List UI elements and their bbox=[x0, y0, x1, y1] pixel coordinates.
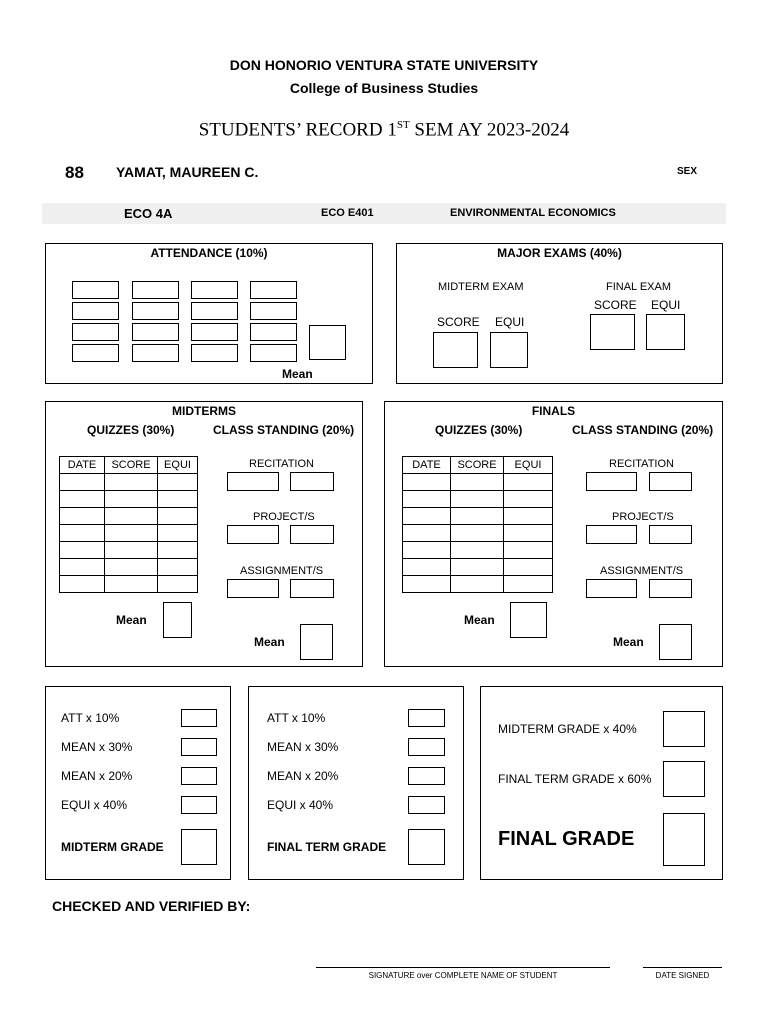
finals-projects-box-2[interactable] bbox=[649, 525, 692, 544]
finals-class-standing-label: CLASS STANDING (20%) bbox=[572, 423, 714, 437]
final-equi-label: EQUI bbox=[651, 298, 681, 312]
college-name: College of Business Studies bbox=[289, 80, 479, 96]
table-header-row bbox=[60, 457, 198, 474]
finals-assignments-box-2[interactable] bbox=[649, 579, 692, 598]
finals-projects-box-1[interactable] bbox=[586, 525, 637, 544]
finals-cs-mean-box[interactable] bbox=[659, 624, 692, 660]
attendance-cell[interactable] bbox=[72, 323, 119, 341]
column-header-equi: EQUI bbox=[158, 457, 198, 474]
midterm-equi-weight-box[interactable] bbox=[181, 796, 217, 814]
table-cell[interactable] bbox=[60, 559, 105, 576]
checked-verified-label: CHECKED AND VERIFIED BY: bbox=[52, 898, 251, 914]
midterms-title: MIDTERMS bbox=[172, 404, 236, 418]
table-cell[interactable] bbox=[504, 525, 553, 542]
final-equi-weight-label: EQUI x 40% bbox=[267, 798, 334, 812]
final-att-label: ATT x 10% bbox=[267, 711, 326, 725]
table-cell[interactable] bbox=[403, 474, 451, 491]
final-grade-box[interactable] bbox=[663, 813, 705, 866]
final-weight-box[interactable] bbox=[663, 761, 705, 797]
date-signed-label: DATE SIGNED bbox=[655, 971, 710, 980]
midterm-att-label: ATT x 10% bbox=[61, 711, 120, 725]
attendance-cell[interactable] bbox=[132, 302, 179, 320]
midterm-quiz-mean-weight-box[interactable] bbox=[181, 738, 217, 756]
midterms-recitation-label: RECITATION bbox=[249, 458, 314, 470]
table-cell[interactable] bbox=[451, 576, 504, 593]
table-cell[interactable] bbox=[105, 559, 158, 576]
column-header-date: DATE bbox=[403, 457, 451, 474]
midterms-class-standing-label: CLASS STANDING (20%) bbox=[213, 423, 355, 437]
attendance-cell[interactable] bbox=[132, 281, 179, 299]
table-cell[interactable] bbox=[60, 491, 105, 508]
midterm-exam-label: MIDTERM EXAM bbox=[438, 281, 524, 293]
attendance-cell[interactable] bbox=[191, 344, 238, 362]
table-row bbox=[403, 508, 553, 525]
midterm-weight-label: MIDTERM GRADE x 40% bbox=[498, 722, 637, 736]
table-cell[interactable] bbox=[403, 508, 451, 525]
student-name: YAMAT, MAUREEN C. bbox=[116, 164, 259, 180]
table-row bbox=[60, 474, 198, 491]
midterms-projects-box-1[interactable] bbox=[227, 525, 279, 544]
table-cell[interactable] bbox=[504, 559, 553, 576]
finals-quiz-mean-label: Mean bbox=[464, 613, 495, 627]
final-cs-mean-weight-label: MEAN x 20% bbox=[267, 769, 339, 783]
midterm-equi-box[interactable] bbox=[490, 332, 528, 368]
midterms-quiz-mean-box[interactable] bbox=[163, 602, 192, 638]
final-term-grade-box[interactable] bbox=[408, 829, 445, 865]
table-cell[interactable] bbox=[60, 542, 105, 559]
final-score-box[interactable] bbox=[590, 314, 635, 350]
table-cell[interactable] bbox=[451, 525, 504, 542]
attendance-cell[interactable] bbox=[250, 323, 297, 341]
table-row bbox=[60, 525, 198, 542]
major-exams-title: MAJOR EXAMS (40%) bbox=[497, 246, 622, 260]
midterms-cs-mean-box[interactable] bbox=[300, 624, 333, 660]
table-cell[interactable] bbox=[105, 576, 158, 593]
final-equi-weight-box[interactable] bbox=[408, 796, 445, 814]
column-header-date: DATE bbox=[60, 457, 105, 474]
attendance-mean-box[interactable] bbox=[309, 325, 346, 360]
course-section: ECO 4A bbox=[124, 206, 173, 221]
finals-assignments-label: ASSIGNMENT/S bbox=[600, 565, 684, 577]
table-cell[interactable] bbox=[105, 491, 158, 508]
midterm-att-box[interactable] bbox=[181, 709, 217, 727]
attendance-cell[interactable] bbox=[250, 344, 297, 362]
midterms-assignments-box-2[interactable] bbox=[290, 579, 334, 598]
table-row bbox=[60, 576, 198, 593]
attendance-cell[interactable] bbox=[191, 323, 238, 341]
record-title bbox=[0, 119, 768, 141]
student-number: 88 bbox=[65, 163, 84, 182]
table-row bbox=[403, 491, 553, 508]
table-row bbox=[60, 542, 198, 559]
finals-recitation-label: RECITATION bbox=[609, 458, 674, 470]
table-cell[interactable] bbox=[60, 525, 105, 542]
attendance-cell[interactable] bbox=[132, 344, 179, 362]
table-cell[interactable] bbox=[504, 474, 553, 491]
midterm-quiz-mean-weight-label: MEAN x 30% bbox=[61, 740, 133, 754]
midterms-assignments-label: ASSIGNMENT/S bbox=[240, 565, 324, 577]
table-cell[interactable] bbox=[403, 491, 451, 508]
table-cell[interactable] bbox=[60, 508, 105, 525]
midterm-grade-box[interactable] bbox=[181, 829, 217, 865]
final-score-label: SCORE bbox=[594, 298, 637, 312]
table-row bbox=[60, 559, 198, 576]
table-row bbox=[60, 491, 198, 508]
attendance-cell[interactable] bbox=[72, 281, 119, 299]
table-row bbox=[403, 542, 553, 559]
table-row bbox=[403, 474, 553, 491]
course-title: ENVIRONMENTAL ECONOMICS bbox=[450, 207, 616, 219]
table-cell[interactable] bbox=[403, 525, 451, 542]
university-name: DON HONORIO VENTURA STATE UNIVERSITY bbox=[229, 57, 539, 73]
final-grade-label: FINAL GRADE bbox=[498, 828, 635, 850]
midterm-cs-mean-weight-box[interactable] bbox=[181, 767, 217, 785]
record-title-sup: ST bbox=[396, 119, 410, 131]
attendance-cell[interactable] bbox=[132, 323, 179, 341]
table-cell[interactable] bbox=[60, 474, 105, 491]
midterms-projects-label: PROJECT/S bbox=[253, 511, 315, 523]
midterms-quiz-table bbox=[59, 456, 198, 593]
finals-recitation-box-1[interactable] bbox=[586, 472, 637, 491]
attendance-cell[interactable] bbox=[250, 281, 297, 299]
table-cell[interactable] bbox=[158, 525, 198, 542]
finals-quizzes-label: QUIZZES (30%) bbox=[435, 423, 523, 437]
midterm-weight-box[interactable] bbox=[663, 711, 705, 747]
table-cell[interactable] bbox=[158, 542, 198, 559]
finals-title: FINALS bbox=[531, 404, 576, 418]
table-row bbox=[403, 576, 553, 593]
column-header-score: SCORE bbox=[105, 457, 158, 474]
attendance-cell[interactable] bbox=[191, 302, 238, 320]
table-cell[interactable] bbox=[158, 491, 198, 508]
date-signed-line bbox=[643, 967, 722, 968]
column-header-equi: EQUI bbox=[504, 457, 553, 474]
table-cell[interactable] bbox=[403, 559, 451, 576]
table-row bbox=[403, 559, 553, 576]
final-quiz-mean-weight-box[interactable] bbox=[408, 738, 445, 756]
table-cell[interactable] bbox=[60, 576, 105, 593]
table-cell[interactable] bbox=[451, 542, 504, 559]
midterms-cs-mean-label: Mean bbox=[254, 635, 285, 649]
finals-recitation-box-2[interactable] bbox=[649, 472, 692, 491]
attendance-cell[interactable] bbox=[250, 302, 297, 320]
record-title-main: STUDENTS’ RECORD 1 bbox=[198, 119, 397, 141]
table-cell[interactable] bbox=[451, 559, 504, 576]
table-cell[interactable] bbox=[105, 542, 158, 559]
attendance-mean-label: Mean bbox=[282, 367, 313, 381]
attendance-cell[interactable] bbox=[191, 281, 238, 299]
table-cell[interactable] bbox=[403, 576, 451, 593]
table-cell[interactable] bbox=[451, 491, 504, 508]
finals-quiz-table bbox=[402, 456, 553, 593]
midterm-score-label: SCORE bbox=[437, 315, 480, 329]
table-cell[interactable] bbox=[504, 576, 553, 593]
final-quiz-mean-weight-label: MEAN x 30% bbox=[267, 740, 339, 754]
final-exam-label: FINAL EXAM bbox=[606, 281, 671, 293]
table-cell[interactable] bbox=[403, 542, 451, 559]
table-cell[interactable] bbox=[451, 474, 504, 491]
signature-line bbox=[316, 967, 610, 968]
midterm-score-box[interactable] bbox=[433, 332, 478, 368]
finals-quiz-mean-box[interactable] bbox=[510, 602, 547, 638]
midterms-recitation-box-1[interactable] bbox=[227, 472, 279, 491]
attendance-cell[interactable] bbox=[72, 302, 119, 320]
midterms-quiz-mean-label: Mean bbox=[116, 613, 147, 627]
midterms-recitation-box-2[interactable] bbox=[290, 472, 334, 491]
midterms-assignments-box-1[interactable] bbox=[227, 579, 279, 598]
table-cell[interactable] bbox=[158, 559, 198, 576]
midterm-equi-label: EQUI bbox=[495, 315, 525, 329]
final-cs-mean-weight-box[interactable] bbox=[408, 767, 445, 785]
table-cell[interactable] bbox=[451, 508, 504, 525]
attendance-cell[interactable] bbox=[72, 344, 119, 362]
table-cell[interactable] bbox=[158, 576, 198, 593]
table-cell[interactable] bbox=[504, 508, 553, 525]
finals-cs-mean-label: Mean bbox=[613, 635, 644, 649]
table-cell[interactable] bbox=[105, 525, 158, 542]
attendance-title: ATTENDANCE (10%) bbox=[150, 246, 268, 260]
table-row bbox=[60, 508, 198, 525]
record-title-rest: SEM AY 2023-2024 bbox=[409, 119, 570, 141]
table-header-row bbox=[403, 457, 553, 474]
table-cell[interactable] bbox=[158, 508, 198, 525]
final-att-box[interactable] bbox=[408, 709, 445, 727]
table-cell[interactable] bbox=[105, 474, 158, 491]
midterm-equi-weight-label: EQUI x 40% bbox=[61, 798, 128, 812]
finals-assignments-box-1[interactable] bbox=[586, 579, 637, 598]
final-term-grade-label: FINAL TERM GRADE bbox=[267, 840, 387, 854]
table-cell[interactable] bbox=[504, 542, 553, 559]
table-cell[interactable] bbox=[105, 508, 158, 525]
final-weight-label: FINAL TERM GRADE x 60% bbox=[498, 772, 652, 786]
table-cell[interactable] bbox=[504, 491, 553, 508]
midterm-cs-mean-weight-label: MEAN x 20% bbox=[61, 769, 133, 783]
sex-label: SEX bbox=[677, 166, 698, 177]
table-cell[interactable] bbox=[158, 474, 198, 491]
course-code: ECO E401 bbox=[321, 207, 374, 219]
final-equi-box[interactable] bbox=[646, 314, 685, 350]
finals-projects-label: PROJECT/S bbox=[612, 511, 674, 523]
midterms-quizzes-label: QUIZZES (30%) bbox=[87, 423, 175, 437]
midterms-projects-box-2[interactable] bbox=[290, 525, 334, 544]
column-header-score: SCORE bbox=[451, 457, 504, 474]
signature-label: SIGNATURE over COMPLETE NAME OF STUDENT bbox=[368, 971, 558, 980]
midterm-grade-label: MIDTERM GRADE bbox=[61, 840, 164, 854]
table-row bbox=[403, 525, 553, 542]
